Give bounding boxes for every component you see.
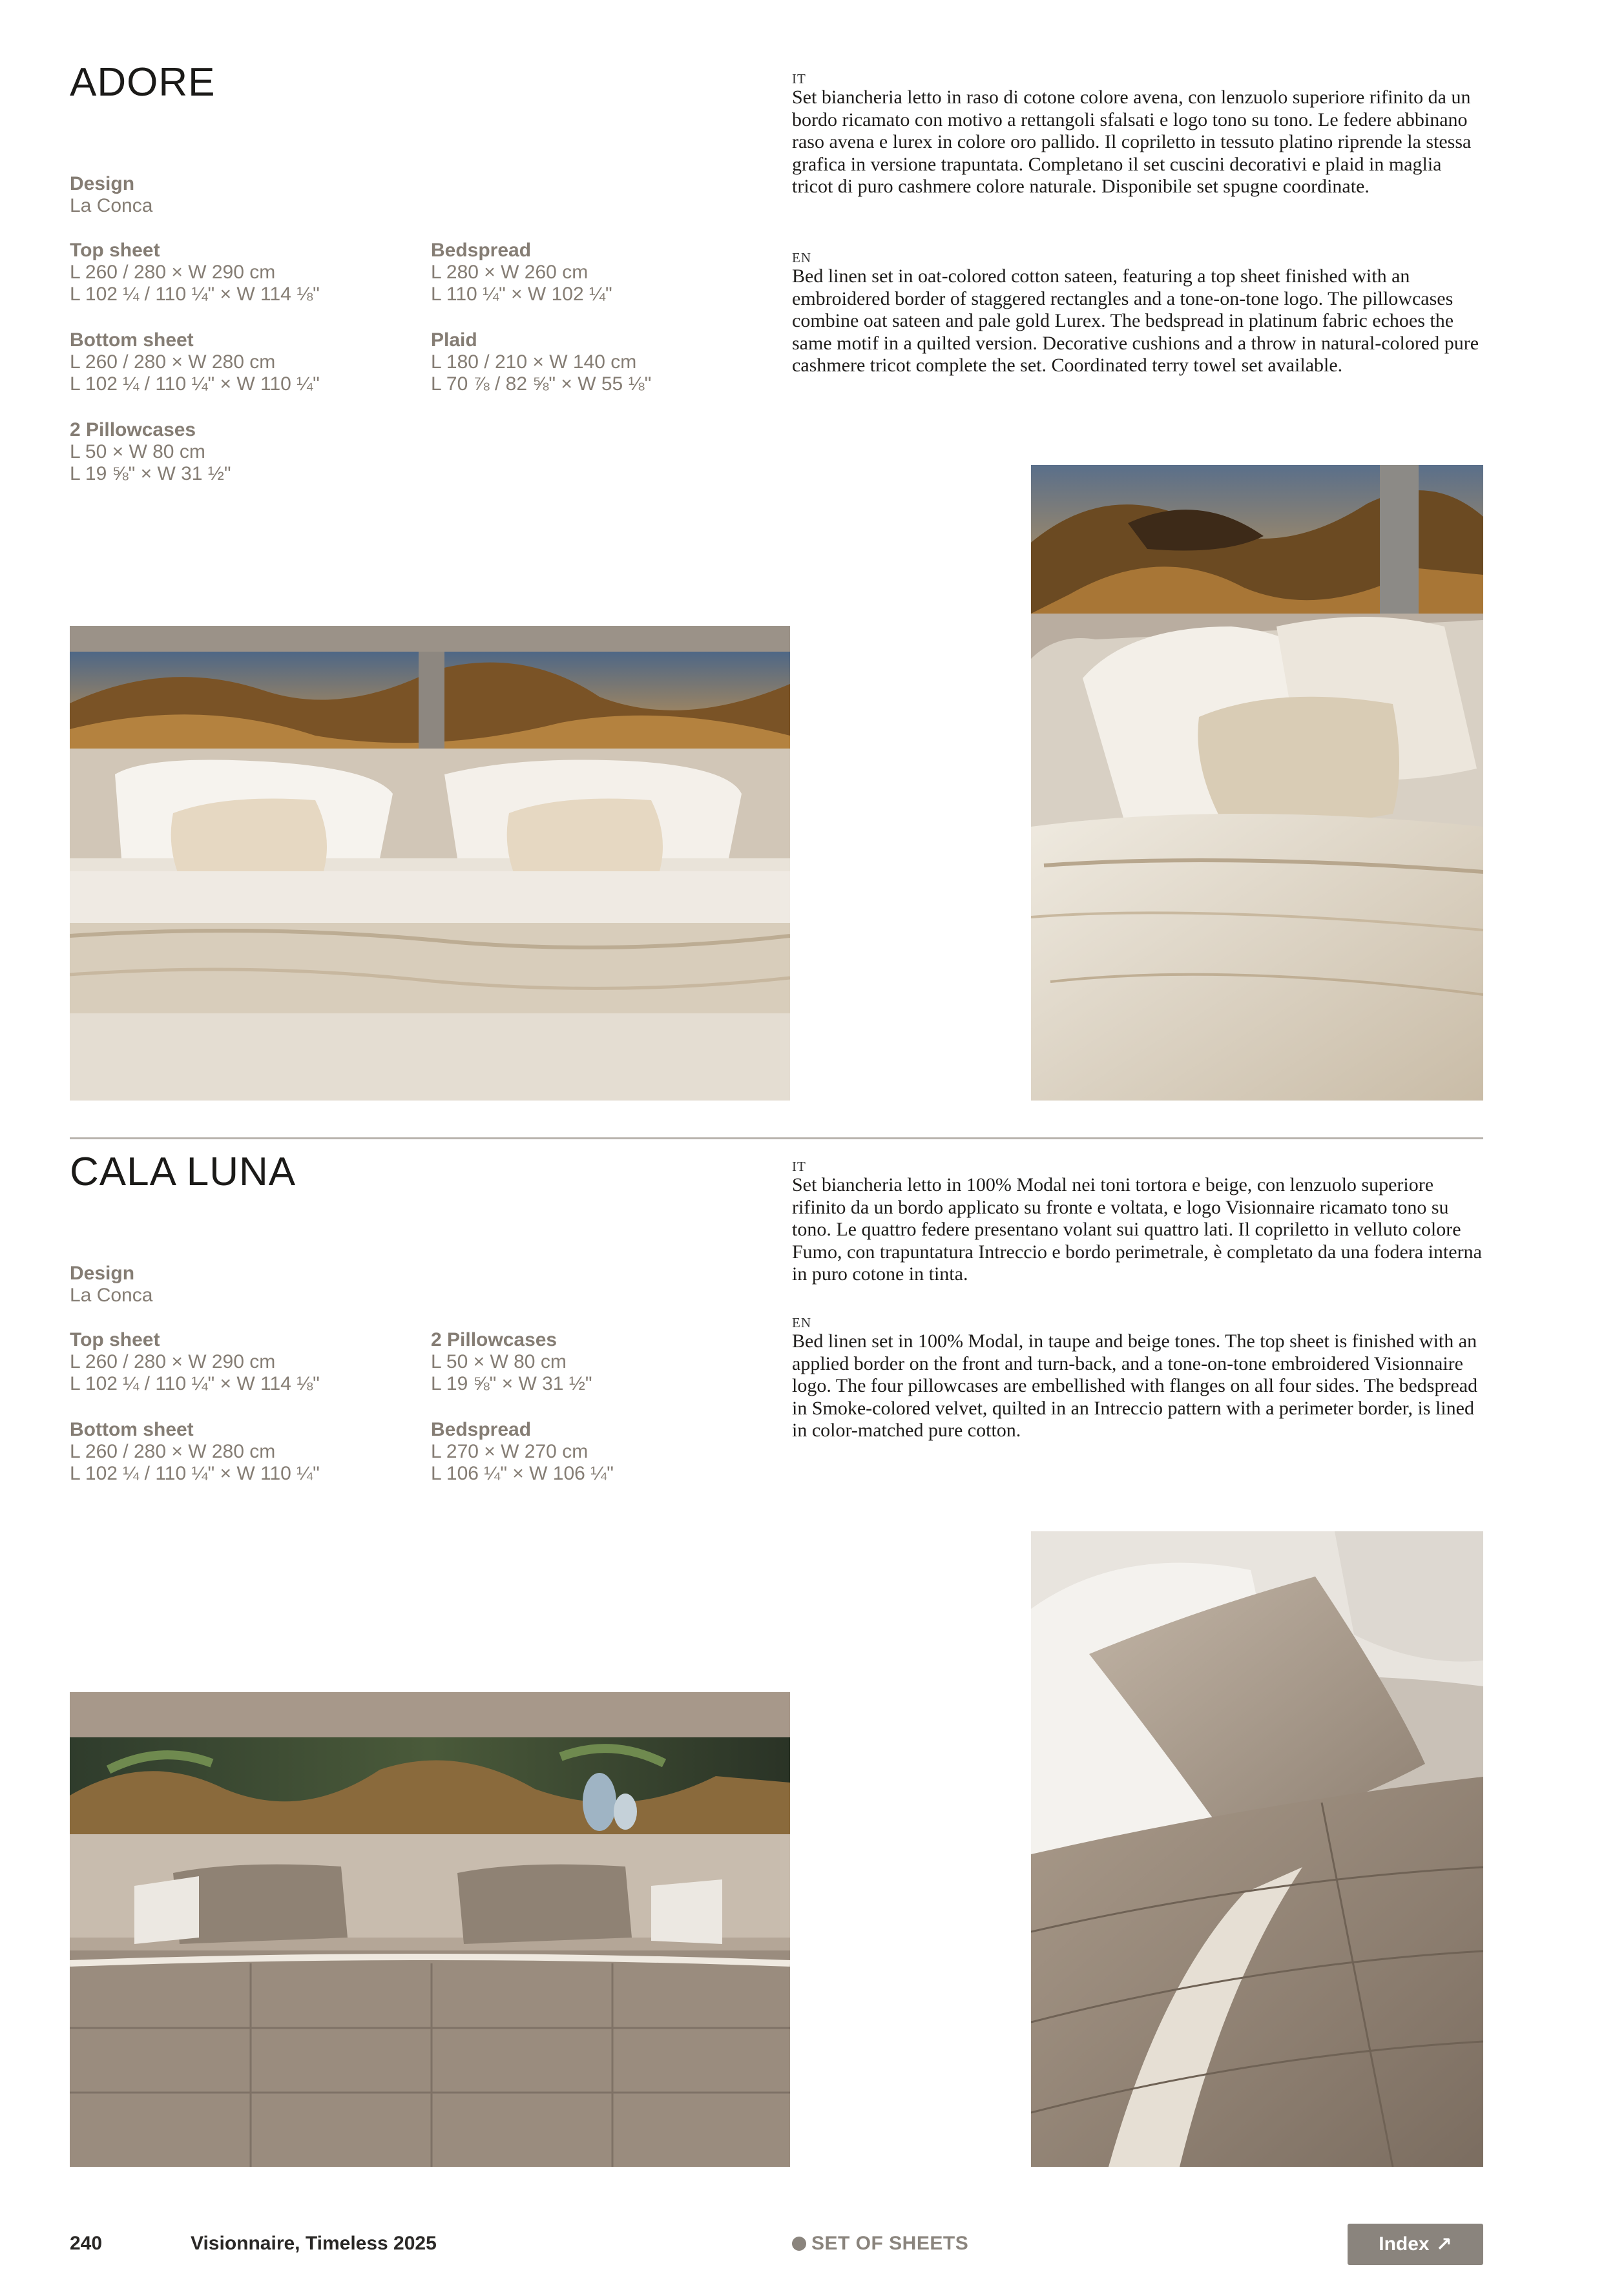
cala-luna-it-description: Set biancheria letto in 100% Modal nei toni tortora e beige, con lenzuolo superiore rifinito da un bordo applicato su fronte e voltata, e logo Visionnaire ricamato tono su tono. Le quattro federe presentano volant sui quattro lati. Il copriletto in velluto colore Fumo, con trapuntatura Intreccio e bordo perimetrale, è completato da una fodera interna in puro cotone in tinta.: [792, 1174, 1482, 1285]
adore-spec-plaid: Plaid L 180 / 210 × W 140 cm L 70 ⅞ / 82 ⅝" × W 55 ⅛": [431, 329, 652, 395]
adore-design: [70, 173, 406, 217]
adore-bed-photo: [70, 626, 790, 1101]
index-label: Index: [1379, 2233, 1430, 2255]
cala-luna-design: [70, 1263, 406, 1307]
cala-luna-it-label: IT: [792, 1159, 806, 1174]
cala-luna-en-description: Bed linen set in 100% Modal, in taupe and beige tones. The top sheet is finished with an applied border on the front and turn-back, and a tone-on-tone embroidered Visionnaire logo. The four pillowcases are embellished with flanges on all four sides. The bedspread in Smoke-colored velvet, quilted in an Intreccio pattern with a perimeter border, is lined in color-matched pure cotton.: [792, 1330, 1478, 1441]
adore-spec-pillowcases: 2 Pillowcases L 50 × W 80 cm L 19 ⅝" × W 31 ½": [70, 419, 231, 484]
arrow-up-right-icon: ↗: [1435, 2233, 1452, 2255]
adore-it-description: Set biancheria letto in raso di cotone colore avena, con lenzuolo superiore rifinito da un bordo ricamato con motivo a rettangoli sfalsati e logo tono su tono. Le federe abbinano raso avena e lurex in colore oro pallido. Il copriletto in tessuto platino riprende la stessa grafica in versione trapuntata. Completano il set cuscini decorativi e plaid in maglia tricot di puro cashmere colore naturale. Disponibile set spugne coordinate.: [792, 87, 1472, 197]
cala-luna-spec-bedspread: Bedspread L 270 × W 270 cm L 106 ¼" × W 106 ¼": [431, 1419, 614, 1484]
cala-luna-bed-photo: [70, 1692, 790, 2167]
section-label: SET OF SHEETS: [811, 2233, 969, 2254]
design-label: Design: [70, 173, 135, 194]
cala-luna-spec-top-sheet: Top sheet L 260 / 280 × W 290 cm L 102 ¼ / 110 ¼" × W 114 ⅛": [70, 1329, 320, 1394]
adore-spec-bedspread: Bedspread L 280 × W 260 cm L 110 ¼" × W 102 ¼": [431, 240, 612, 305]
index-button[interactable]: [1348, 2224, 1483, 2265]
cala-luna-title: CALA LUNA: [70, 1150, 297, 1194]
adore-title: ADORE: [70, 60, 216, 105]
adore-it-label: IT: [792, 71, 806, 87]
adore-spec-bottom-sheet: Bottom sheet L 260 / 280 × W 280 cm L 102 ¼ / 110 ¼" × W 110 ¼": [70, 329, 320, 395]
adore-en-label: EN: [792, 250, 811, 265]
design-value: La Conca: [70, 1285, 153, 1306]
section-divider: [70, 1137, 1483, 1139]
dot-icon: [792, 2237, 806, 2251]
design-value: La Conca: [70, 195, 153, 216]
section-tag: [792, 2233, 968, 2255]
cala-luna-spec-pillowcases: 2 Pillowcases L 50 × W 80 cm L 19 ⅝" × W 31 ½": [431, 1329, 592, 1394]
adore-en-description: Bed linen set in oat-colored cotton sateen, featuring a top sheet finished with an embroidered border of staggered rectangles and a tone-on-tone logo. The pillowcases combine oat sateen and pale gold Lurex. The bedspread in platinum fabric echoes the same motif in a quilted version. Decorative cushions and a throw in natural-colored pure cashmere tricot complete the set. Coordinated terry towel set available.: [792, 265, 1479, 376]
adore-detail-photo: [1031, 465, 1483, 1101]
cala-luna-detail-photo: [1031, 1531, 1483, 2167]
cala-luna-spec-bottom-sheet: Bottom sheet L 260 / 280 × W 280 cm L 102 ¼ / 110 ¼" × W 110 ¼": [70, 1419, 320, 1484]
design-label: Design: [70, 1263, 135, 1284]
page-number: 240: [70, 2233, 103, 2254]
adore-spec-top-sheet: Top sheet L 260 / 280 × W 290 cm L 102 ¼ / 110 ¼" × W 114 ⅛": [70, 240, 320, 305]
cala-luna-en-label: EN: [792, 1315, 811, 1330]
publication-title: Visionnaire, Timeless 2025: [191, 2233, 437, 2254]
